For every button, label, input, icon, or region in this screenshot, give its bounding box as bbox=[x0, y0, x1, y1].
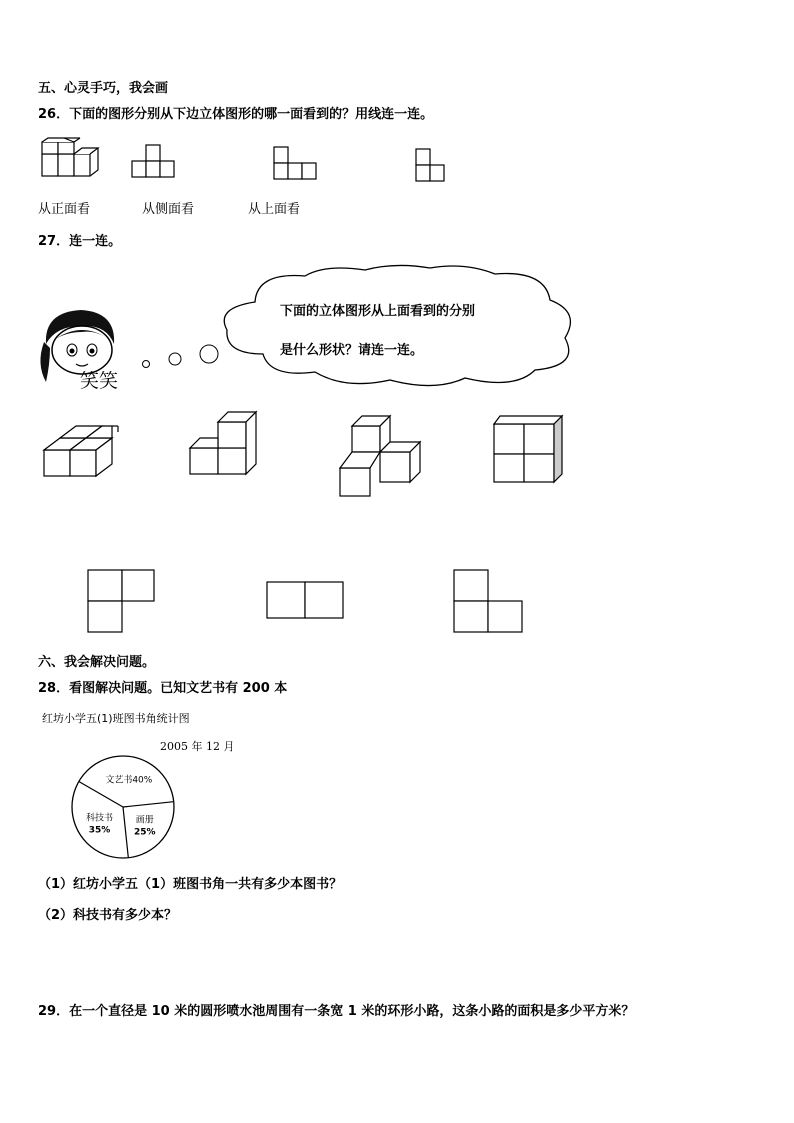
bubble-line1: 下面的立体图形从上面看到的分别 bbox=[280, 304, 476, 319]
pie-slice-label-2: 科技书 bbox=[85, 813, 113, 824]
character-name: 笑笑 bbox=[80, 370, 119, 392]
q26-label-front: 从正面看 bbox=[38, 202, 91, 217]
q27-top-view-1 bbox=[86, 568, 156, 634]
bubble-line2: 是什么形状？请连一连。 bbox=[280, 343, 424, 358]
q26-label-side: 从侧面看 bbox=[142, 202, 195, 217]
speech-cloud bbox=[215, 262, 585, 392]
q26-view-side-shape bbox=[272, 145, 322, 185]
q27-text: 27．连一连。 bbox=[38, 234, 122, 249]
q27-solid-2 bbox=[186, 400, 266, 480]
chart-title: 红坊小学五(1)班图书角统计图 bbox=[42, 712, 190, 725]
q27-top-view-2 bbox=[265, 580, 347, 620]
q26-text: 26．下面的图形分别从下边立体图形的哪一面看到的？用线连一连。 bbox=[38, 107, 434, 122]
q27-solid-1 bbox=[40, 420, 130, 480]
chart-subtitle: 2005 年 12 月 bbox=[160, 740, 235, 753]
q29-text: 29．在一个直径是 10 米的圆形喷水池周围有一条宽 1 米的环形小路，这条小路的面积是多少平方米？ bbox=[38, 1004, 635, 1019]
q26-solid-figure bbox=[38, 136, 108, 186]
q26-label-top: 从上面看 bbox=[248, 202, 301, 217]
pie-chart bbox=[68, 752, 178, 862]
section5-heading: 五、心灵手巧，我会画 bbox=[38, 81, 169, 96]
q27-top-view-3 bbox=[452, 568, 526, 634]
pie-slice-label-0: 文艺书40% bbox=[105, 775, 153, 786]
q26-view-front-shape bbox=[130, 143, 180, 183]
pie-slice-label-1: 画册 bbox=[135, 815, 154, 826]
q26-view-top-shape bbox=[414, 147, 454, 187]
section6-heading: 六、我会解决问题。 bbox=[38, 655, 156, 670]
q28-sub2: （2）科技书有多少本？ bbox=[38, 908, 178, 923]
pie-slice-percent-2: 35% bbox=[88, 825, 111, 836]
q27-solid-3 bbox=[336, 410, 436, 500]
q28-text: 28．看图解决问题。已知文艺书有 200 本 bbox=[38, 681, 288, 696]
pie-slice-percent-1: 25% bbox=[134, 827, 156, 838]
q28-sub1: （1）红坊小学五（1）班图书角一共有多少本图书？ bbox=[38, 877, 343, 892]
q27-solid-4 bbox=[490, 412, 570, 486]
